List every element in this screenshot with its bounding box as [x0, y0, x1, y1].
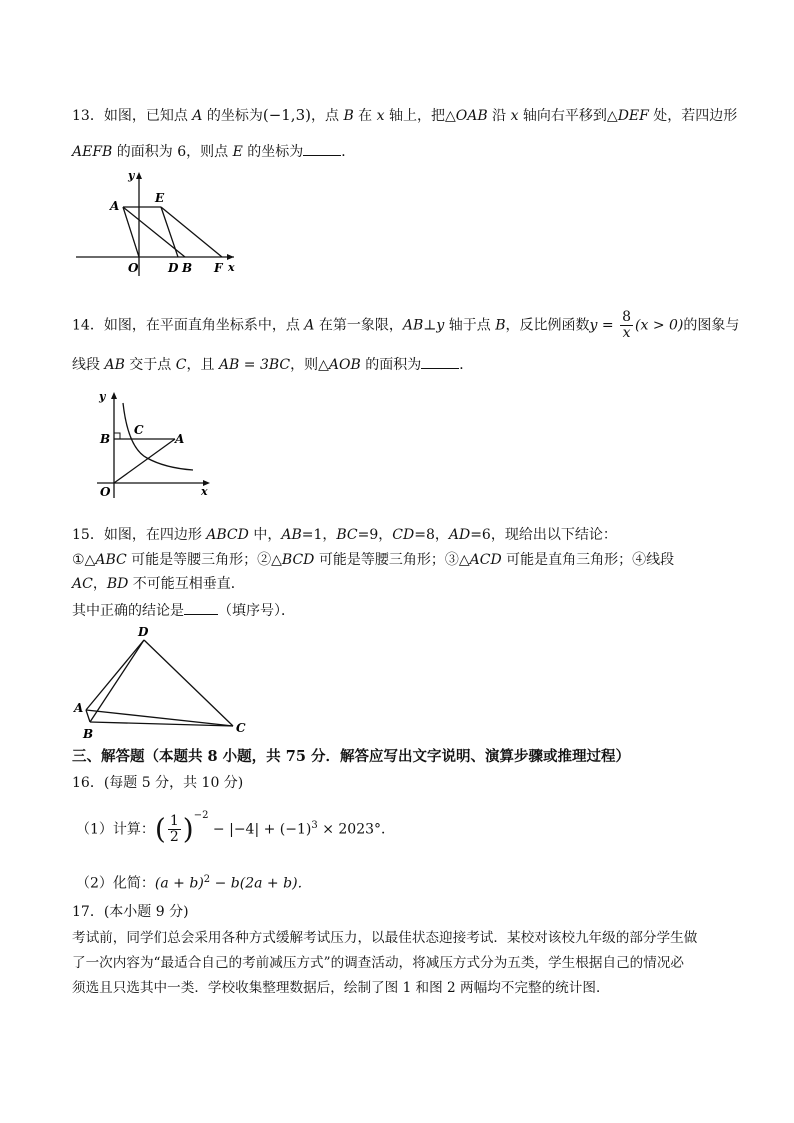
label-A: A [74, 701, 84, 715]
label-B: B [182, 261, 193, 275]
label-D: D [168, 261, 179, 275]
q13-text-line1: 13．如图，已知点 A 的坐标为(−1,3)，点 B 在 x 轴上，把△OAB 沿 x 轴向右平移到△DEF 处，若四边形 [72, 106, 738, 124]
label-y: y [99, 390, 106, 403]
q15-text-line2: ①△ABC 可能是等腰三角形；②△BCD 可能是等腰三角形；③△ACD 可能是直角三角形；④线段 [72, 552, 675, 568]
label-C: C [134, 423, 144, 437]
label-B: B [83, 727, 94, 741]
label-E: E [155, 191, 165, 205]
label-B: B [100, 432, 111, 446]
q14-text-line1: 14．如图，在平面直角坐标系中，点 A 在第一象限，AB⊥y 轴于点 B，反比例函数y = $\frac{8}{x}$ (x > 0)的图象与 [72, 309, 740, 341]
q16-part2: （2）化简：$(a + b)^2 - b(2a + b)$． [76, 874, 312, 892]
section3-title: 三、解答题（本题共 8 小题，共 75 分．解答应写出文字说明、演算步骤或推理过程） [72, 748, 630, 765]
q14-figure [95, 388, 215, 500]
q13-figure [72, 168, 242, 278]
q16-part1: （1）计算：( $\frac{1}{2}$ )$^{-2} - |-4| + (-1)^3 \times 2023^\circ$． [76, 810, 396, 846]
label-A: A [110, 199, 120, 213]
fraction-8-over-x: $\frac{8}{x}$ [622, 309, 632, 341]
label-x: x [201, 485, 208, 498]
answer-blank [421, 354, 459, 369]
q17-text-line1: 考试前，同学们总会采用各种方式缓解考试压力，以最佳状态迎接考试．某校对该校九年级的部分学生做 [72, 930, 698, 946]
label-x: x [228, 261, 235, 274]
answer-blank [303, 141, 341, 156]
q15-text-line4: 其中正确的结论是 （填序号）． [72, 600, 295, 621]
q14-text-line2: 线段 AB 交于点 C，且 AB = 3BC，则△AOB 的面积为 ． [72, 354, 473, 375]
answer-blank [184, 600, 218, 615]
q16-head: 16．(每题 5 分，共 10 分) [72, 775, 244, 791]
fraction-1-over-2: $\frac{1}{2}$ [169, 813, 179, 846]
label-A: A [175, 432, 185, 446]
label-O: O [128, 261, 139, 275]
q13-text-line2: AEFB 的面积为 6，则点 E 的坐标为 ． [72, 141, 355, 162]
label-y: y [128, 169, 135, 182]
q15-text-line1: 15．如图，在四边形 ABCD 中，AB=1，BC=9，CD=8，AD=6，现给出以下结论： [72, 527, 617, 543]
q17-head: 17．(本小题 9 分) [72, 904, 189, 920]
q17-text-line2: 了一次内容为“最适合自己的考前减压方式”的调查活动，将减压方式分为五类，学生根据自己的情况必 [72, 955, 685, 971]
q17-text-line3: 须选且只选其中一类．学校收集整理数据后，绘制了图 1 和图 2 两幅均不完整的统计图． [72, 980, 610, 996]
label-O: O [100, 485, 111, 499]
q15-text-line3: AC，BD 不可能互相垂直． [72, 576, 245, 592]
label-D: D [138, 625, 149, 639]
q15-figure [70, 624, 260, 742]
label-C: C [236, 721, 246, 735]
label-F: F [214, 261, 223, 275]
